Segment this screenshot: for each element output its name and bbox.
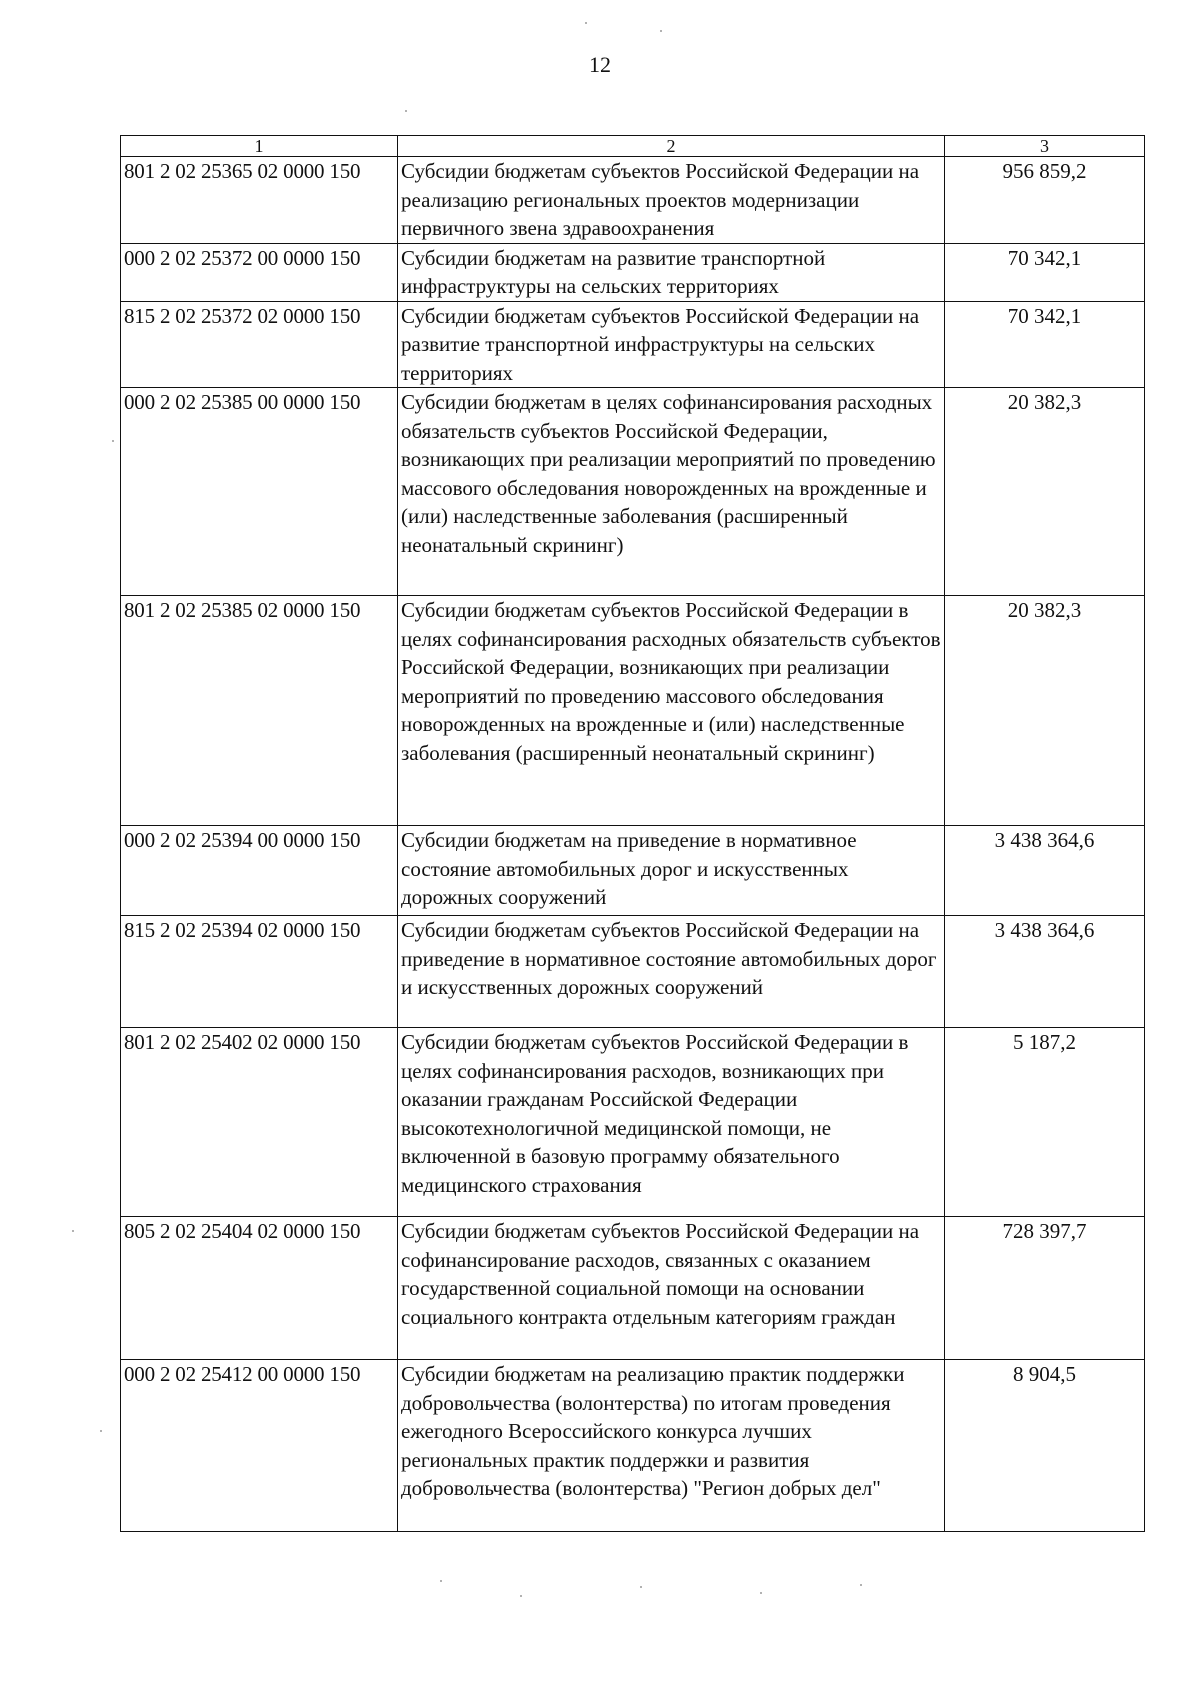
table-row [121, 301, 1145, 388]
table-row [121, 596, 1145, 826]
scan-speck [112, 440, 114, 442]
scan-speck [760, 1592, 762, 1594]
budget-code-cell: 000 2 02 25394 00 0000 150 [121, 826, 398, 916]
table-row [121, 916, 1145, 1028]
scan-speck [100, 1430, 102, 1432]
budget-code-cell: 805 2 02 25404 02 0000 150 [121, 1217, 398, 1360]
scan-speck [405, 110, 407, 112]
revenue-name-cell: Субсидии бюджетам субъектов Российской Федерации на софинансирование расходов, связанных с оказанием государственной социальной помощи на основании социального контракта отдельным категориям граждан [398, 1217, 945, 1360]
budget-table [120, 135, 1145, 1532]
budget-code-cell: 815 2 02 25372 02 0000 150 [121, 301, 398, 388]
table-row [121, 1217, 1145, 1360]
scan-speck [440, 1580, 442, 1582]
budget-code-cell: 815 2 02 25394 02 0000 150 [121, 916, 398, 1028]
amount-cell: 3 438 364,6 [945, 826, 1145, 916]
table-row [121, 157, 1145, 244]
budget-code-cell: 801 2 02 25365 02 0000 150 [121, 157, 398, 244]
budget-code-cell: 000 2 02 25385 00 0000 150 [121, 388, 398, 596]
amount-cell: 5 187,2 [945, 1028, 1145, 1217]
column-header-1: 1 [121, 136, 398, 157]
amount-cell: 70 342,1 [945, 243, 1145, 301]
budget-code-cell: 000 2 02 25412 00 0000 150 [121, 1360, 398, 1532]
revenue-name-cell: Субсидии бюджетам на приведение в нормативное состояние автомобильных дорог и искусственных дорожных сооружений [398, 826, 945, 916]
budget-code-cell: 801 2 02 25385 02 0000 150 [121, 596, 398, 826]
table-row [121, 826, 1145, 916]
table-row [121, 243, 1145, 301]
table-row [121, 1028, 1145, 1217]
table-row [121, 388, 1145, 596]
amount-cell: 70 342,1 [945, 301, 1145, 388]
amount-cell: 956 859,2 [945, 157, 1145, 244]
revenue-name-cell: Субсидии бюджетам субъектов Российской Федерации на реализацию региональных проектов модернизации первичного звена здравоохранения [398, 157, 945, 244]
table-row [121, 1360, 1145, 1532]
amount-cell: 8 904,5 [945, 1360, 1145, 1532]
scan-speck [520, 1595, 522, 1597]
budget-code-cell: 000 2 02 25372 00 0000 150 [121, 243, 398, 301]
revenue-name-cell: Субсидии бюджетам на развитие транспортной инфраструктуры на сельских территориях [398, 243, 945, 301]
page-number: 12 [589, 52, 611, 77]
revenue-name-cell: Субсидии бюджетам субъектов Российской Федерации на развитие транспортной инфраструктуры на сельских территориях [398, 301, 945, 388]
amount-cell: 728 397,7 [945, 1217, 1145, 1360]
scan-speck [585, 22, 587, 24]
revenue-name-cell: Субсидии бюджетам в целях софинансирования расходных обязательств субъектов Российской Федерации, возникающих при реализации мероприятий по проведению массового обследования новорожденных на врожденные и (или) наследственные заболевания (расширенный неонатальный скрининг) [398, 388, 945, 596]
revenue-name-cell: Субсидии бюджетам субъектов Российской Федерации в целях софинансирования расходных обязательств субъектов Российской Федерации, возникающих при реализации мероприятий по проведению массового обследования новорожденных на врожденные и (или) наследственные заболевания (расширенный неонатальный скрининг) [398, 596, 945, 826]
scan-speck [860, 1584, 862, 1586]
revenue-name-cell: Субсидии бюджетам субъектов Российской Федерации на приведение в нормативное состояние автомобильных дорог и искусственных дорожных сооружений [398, 916, 945, 1028]
column-header-3: 3 [945, 136, 1145, 157]
scan-speck [660, 30, 662, 32]
amount-cell: 20 382,3 [945, 388, 1145, 596]
table-header-row [121, 136, 1145, 157]
scan-speck [640, 1586, 642, 1588]
revenue-name-cell: Субсидии бюджетам субъектов Российской Федерации в целях софинансирования расходов, возникающих при оказании гражданам Российской Федерации высокотехнологичной медицинской помощи, не включенной в базовую программу обязательного медицинского страхования [398, 1028, 945, 1217]
amount-cell: 3 438 364,6 [945, 916, 1145, 1028]
revenue-name-cell: Субсидии бюджетам на реализацию практик поддержки добровольчества (волонтерства) по итогам проведения ежегодного Всероссийского конкурса лучших региональных практик поддержки и развития добровольчества (волонтерства) "Регион добрых дел" [398, 1360, 945, 1532]
amount-cell: 20 382,3 [945, 596, 1145, 826]
column-header-2: 2 [398, 136, 945, 157]
scan-speck [72, 1230, 74, 1232]
budget-code-cell: 801 2 02 25402 02 0000 150 [121, 1028, 398, 1217]
